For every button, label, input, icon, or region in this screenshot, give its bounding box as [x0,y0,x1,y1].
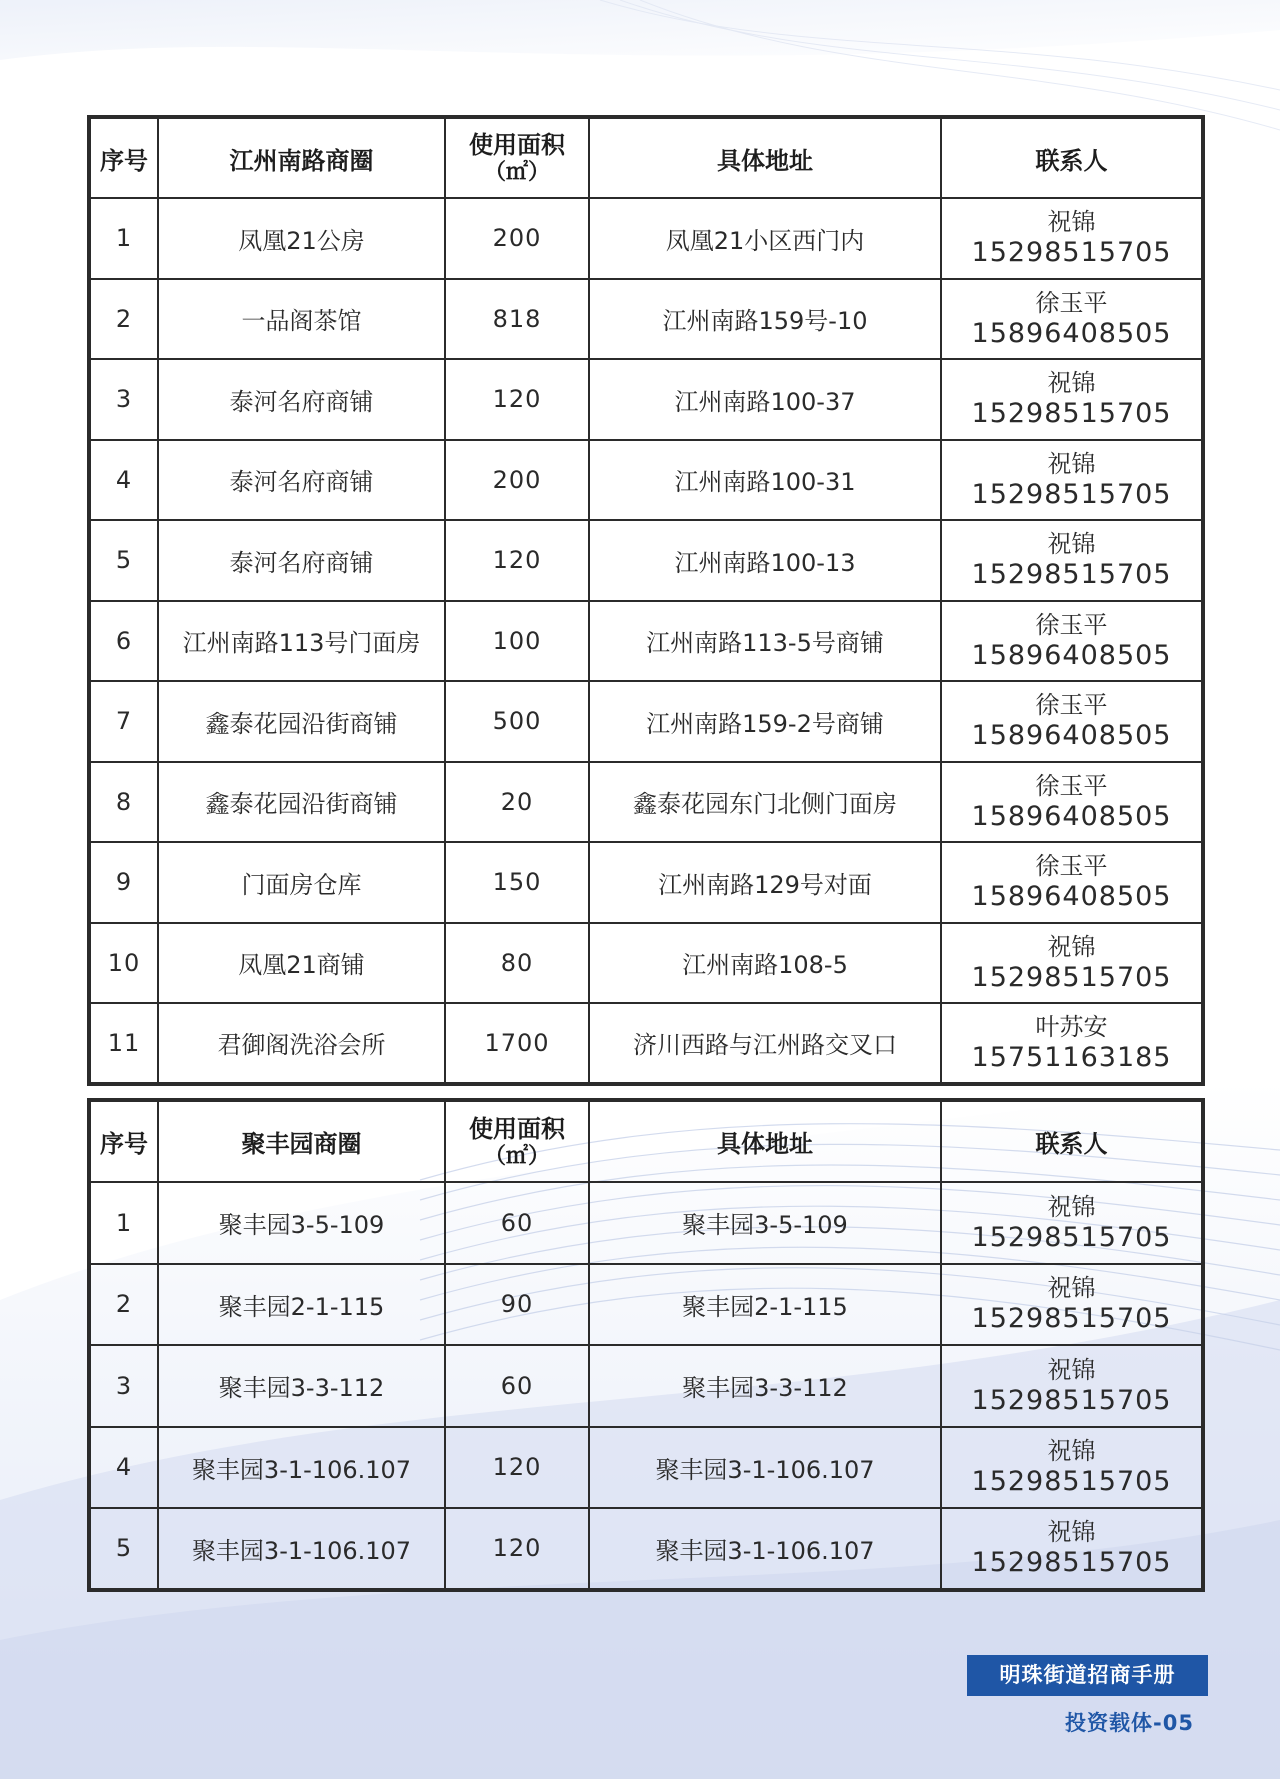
table-row [89,762,1203,843]
contact-name: 祝锦 [1047,932,1096,961]
contact-name: 祝锦 [1047,1274,1096,1303]
cell-name: 君御阁洗浴会所 [158,1003,445,1084]
cell-index: 7 [89,681,158,762]
cell-index: 5 [89,1508,158,1590]
contact-phone: 15896408505 [971,800,1172,832]
cell-contact [941,601,1203,682]
contact-phone: 15896408505 [971,720,1172,752]
cell-name: 门面房仓库 [158,842,445,923]
table-row [89,1182,1203,1264]
cell-address: 鑫泰花园东门北侧门面房 [589,762,941,843]
cell-index: 9 [89,842,158,923]
cell-contact [941,520,1203,601]
cell-name: 聚丰园3-5-109 [158,1182,445,1264]
contact-name: 祝锦 [1047,1518,1096,1547]
cell-address: 聚丰园3-5-109 [589,1182,941,1264]
cell-address: 江州南路100-37 [589,359,941,440]
cell-index: 3 [89,359,158,440]
table-row [89,842,1203,923]
cell-area: 60 [445,1182,589,1264]
contact-phone: 15751163185 [971,1041,1172,1073]
header-area-main: 使用面积 [469,1114,565,1143]
cell-index: 4 [89,1427,158,1509]
contact-phone: 15298515705 [971,961,1172,993]
contact-name: 祝锦 [1047,1192,1096,1221]
cell-area: 500 [445,681,589,762]
contact-name: 祝锦 [1047,449,1096,478]
cell-area: 200 [445,198,589,279]
contact-name: 徐玉平 [1035,852,1108,881]
cell-area: 818 [445,279,589,360]
header-address: 具体地址 [589,1100,941,1182]
cell-contact [941,1345,1203,1427]
contact-phone: 15298515705 [971,1303,1172,1335]
cell-index: 11 [89,1003,158,1084]
cell-contact [941,1182,1203,1264]
cell-index: 2 [89,1264,158,1346]
contact-name: 祝锦 [1047,530,1096,559]
cell-index: 6 [89,601,158,682]
table-row [89,681,1203,762]
cell-address: 聚丰园3-1-106.107 [589,1427,941,1509]
cell-address: 江州南路108-5 [589,923,941,1004]
cell-name: 聚丰园3-3-112 [158,1345,445,1427]
cell-contact [941,279,1203,360]
header-district: 江州南路商圈 [158,117,445,198]
cell-contact [941,1508,1203,1590]
cell-address: 江州南路159号-10 [589,279,941,360]
cell-name: 鑫泰花园沿街商铺 [158,762,445,843]
page-label: 投资载体-05 [1065,1711,1194,1735]
cell-area: 120 [445,359,589,440]
cell-area: 90 [445,1264,589,1346]
table-row [89,923,1203,1004]
cell-name: 聚丰园3-1-106.107 [158,1427,445,1509]
header-area-unit: （㎡） [483,1143,550,1169]
contact-name: 祝锦 [1047,369,1096,398]
cell-index: 4 [89,440,158,521]
cell-name: 聚丰园2-1-115 [158,1264,445,1346]
cell-address: 江州南路129号对面 [589,842,941,923]
table-row [89,1264,1203,1346]
contact-name: 徐玉平 [1035,691,1108,720]
cell-index: 10 [89,923,158,1004]
cell-address: 江州南路100-31 [589,440,941,521]
cell-index: 2 [89,279,158,360]
cell-address: 聚丰园3-1-106.107 [589,1508,941,1590]
jufengyuan-table [87,1098,1205,1592]
contact-name: 徐玉平 [1035,288,1108,317]
contact-phone: 15896408505 [971,639,1172,671]
header-index: 序号 [89,117,158,198]
cell-name: 泰河名府商铺 [158,440,445,521]
table-row [89,1003,1203,1084]
cell-contact [941,1264,1203,1346]
cell-name: 泰河名府商铺 [158,359,445,440]
cell-index: 1 [89,1182,158,1264]
table-row [89,1508,1203,1590]
cell-name: 凤凰21公房 [158,198,445,279]
cell-contact [941,842,1203,923]
cell-address: 江州南路159-2号商铺 [589,681,941,762]
header-area [445,1100,589,1182]
manual-title-banner: 明珠街道招商手册 [967,1655,1208,1696]
cell-contact [941,359,1203,440]
cell-address: 聚丰园2-1-115 [589,1264,941,1346]
cell-contact [941,681,1203,762]
contact-name: 徐玉平 [1035,610,1108,639]
cell-name: 鑫泰花园沿街商铺 [158,681,445,762]
contact-phone: 15298515705 [971,1466,1172,1498]
cell-name: 泰河名府商铺 [158,520,445,601]
cell-area: 120 [445,520,589,601]
cell-area: 150 [445,842,589,923]
contact-name: 祝锦 [1047,1437,1096,1466]
table-row [89,359,1203,440]
cell-area: 100 [445,601,589,682]
contact-name: 徐玉平 [1035,771,1108,800]
cell-contact [941,1003,1203,1084]
header-district: 聚丰园商圈 [158,1100,445,1182]
contact-phone: 15896408505 [971,881,1172,913]
contact-phone: 15298515705 [971,1547,1172,1579]
header-area-main: 使用面积 [469,131,565,159]
table-header-row [89,117,1203,198]
contact-phone: 15298515705 [971,559,1172,591]
cell-index: 8 [89,762,158,843]
contact-phone: 15298515705 [971,237,1172,269]
header-index: 序号 [89,1100,158,1182]
cell-area: 80 [445,923,589,1004]
table-row [89,520,1203,601]
cell-address: 江州南路100-13 [589,520,941,601]
cell-area: 1700 [445,1003,589,1084]
contact-name: 祝锦 [1047,208,1096,237]
contact-phone: 15298515705 [971,1221,1172,1253]
table-header-row [89,1100,1203,1182]
cell-name: 聚丰园3-1-106.107 [158,1508,445,1590]
cell-area: 120 [445,1427,589,1509]
cell-name: 江州南路113号门面房 [158,601,445,682]
table-row [89,198,1203,279]
cell-address: 聚丰园3-3-112 [589,1345,941,1427]
cell-area: 60 [445,1345,589,1427]
contact-phone: 15298515705 [971,478,1172,510]
cell-index: 3 [89,1345,158,1427]
table-row [89,1427,1203,1509]
cell-area: 20 [445,762,589,843]
contact-name: 祝锦 [1047,1355,1096,1384]
cell-contact [941,923,1203,1004]
cell-area: 120 [445,1508,589,1590]
header-address: 具体地址 [589,117,941,198]
jiangzhou-south-road-table [87,115,1205,1086]
contact-phone: 15298515705 [971,1384,1172,1416]
contact-phone: 15298515705 [971,398,1172,430]
table-row [89,601,1203,682]
cell-index: 5 [89,520,158,601]
cell-contact [941,198,1203,279]
cell-address: 江州南路113-5号商铺 [589,601,941,682]
table-row [89,1345,1203,1427]
contact-phone: 15896408505 [971,317,1172,349]
header-contact: 联系人 [941,1100,1203,1182]
cell-name: 凤凰21商铺 [158,923,445,1004]
cell-contact [941,762,1203,843]
table-row [89,440,1203,521]
table-row [89,279,1203,360]
cell-address: 凤凰21小区西门内 [589,198,941,279]
cell-name: 一品阁茶馆 [158,279,445,360]
contact-name: 叶苏安 [1035,1012,1108,1041]
header-area [445,117,589,198]
cell-contact [941,1427,1203,1509]
cell-contact [941,440,1203,521]
cell-address: 济川西路与江州路交叉口 [589,1003,941,1084]
cell-index: 1 [89,198,158,279]
header-contact: 联系人 [941,117,1203,198]
header-area-unit: （㎡） [483,160,550,185]
cell-area: 200 [445,440,589,521]
